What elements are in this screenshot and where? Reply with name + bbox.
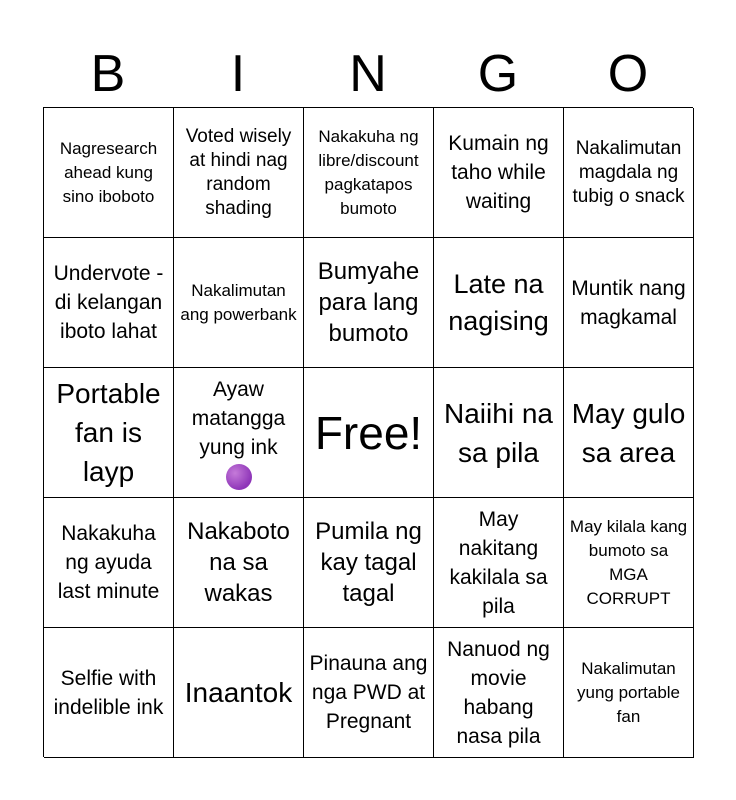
bingo-cell[interactable] [174, 628, 304, 758]
cell-text: Nakalimutan ang powerbank [180, 280, 297, 324]
bingo-cell[interactable] [44, 238, 174, 368]
bingo-cell[interactable] [564, 368, 694, 498]
bingo-cell[interactable] [304, 238, 434, 368]
bingo-grid [43, 107, 693, 757]
bingo-cell[interactable] [304, 498, 434, 628]
cell-text: Muntik nang magkamal [571, 276, 686, 329]
cell-text: Voted wisely at hindi nag random shading [185, 125, 292, 219]
bingo-cell[interactable] [434, 238, 564, 368]
cell-text: Kumain ng taho while waiting [448, 132, 549, 213]
bingo-cell[interactable] [174, 238, 304, 368]
cell-text: Inaantok [184, 677, 293, 708]
cell-text: Selfie with indelible ink [53, 666, 164, 719]
bingo-cell[interactable] [564, 108, 694, 238]
header-letter-o: O [607, 45, 649, 103]
cell-text: Portable fan is layp [56, 378, 161, 487]
cell-text: May gulo sa area [571, 397, 686, 468]
bingo-cell[interactable] [434, 108, 564, 238]
cell-text: May nakitang kakilala sa pila [449, 507, 548, 618]
bingo-cell[interactable] [44, 498, 174, 628]
cell-text: Nakakuha ng ayuda last minute [57, 522, 160, 603]
cell-text: Nakalimutan magdala ng tubig o snack [572, 137, 685, 207]
cell-text: Naiihi na sa pila [444, 397, 553, 468]
cell-text: Bumyahe para lang bumoto [317, 258, 420, 347]
cell-text: Nanuod ng movie habang nasa pila [447, 637, 550, 748]
bingo-cell[interactable] [434, 368, 564, 498]
header-letter-n: N [349, 45, 387, 103]
header-letter-g: G [477, 45, 519, 103]
bingo-cell[interactable] [564, 628, 694, 758]
cell-text: Nakaboto na sa wakas [187, 518, 290, 607]
cell-text: May kilala kang bumoto sa MGA CORRUPT [569, 516, 688, 608]
cell-text: Ayaw matangga yung ink [191, 378, 286, 459]
bingo-cell[interactable] [564, 238, 694, 368]
bingo-cell[interactable] [44, 368, 174, 498]
bingo-header [43, 40, 693, 108]
cell-text: Pinauna ang nga PWD at Pregnant [309, 652, 428, 733]
bingo-cell[interactable] [174, 498, 304, 628]
bingo-cell[interactable] [174, 368, 304, 498]
cell-text: Free! [314, 406, 423, 459]
cell-text: Nakakuha ng libre/discount pagkatapos bumoto [318, 126, 419, 218]
cell-text: Undervote - di kelangan iboto lahat [53, 262, 164, 343]
bingo-cell[interactable] [564, 498, 694, 628]
bingo-cell[interactable] [304, 108, 434, 238]
bingo-cell[interactable] [174, 108, 304, 238]
bingo-cell[interactable] [434, 628, 564, 758]
header-letter-b: B [90, 45, 126, 103]
cell-text: Nakalimutan yung portable fan [576, 658, 681, 726]
header-letter-i: I [230, 45, 246, 103]
purple-circle-icon [226, 464, 252, 490]
free-cell[interactable] [304, 368, 434, 498]
bingo-cell[interactable] [44, 108, 174, 238]
bingo-cell[interactable] [44, 628, 174, 758]
cell-text: Nagresearch ahead kung sino iboboto [59, 138, 158, 206]
cell-text: Pumila ng kay tagal tagal [315, 518, 422, 607]
cell-text: Late na nagising [448, 268, 549, 336]
bingo-cell[interactable] [434, 498, 564, 628]
bingo-cell[interactable] [304, 628, 434, 758]
